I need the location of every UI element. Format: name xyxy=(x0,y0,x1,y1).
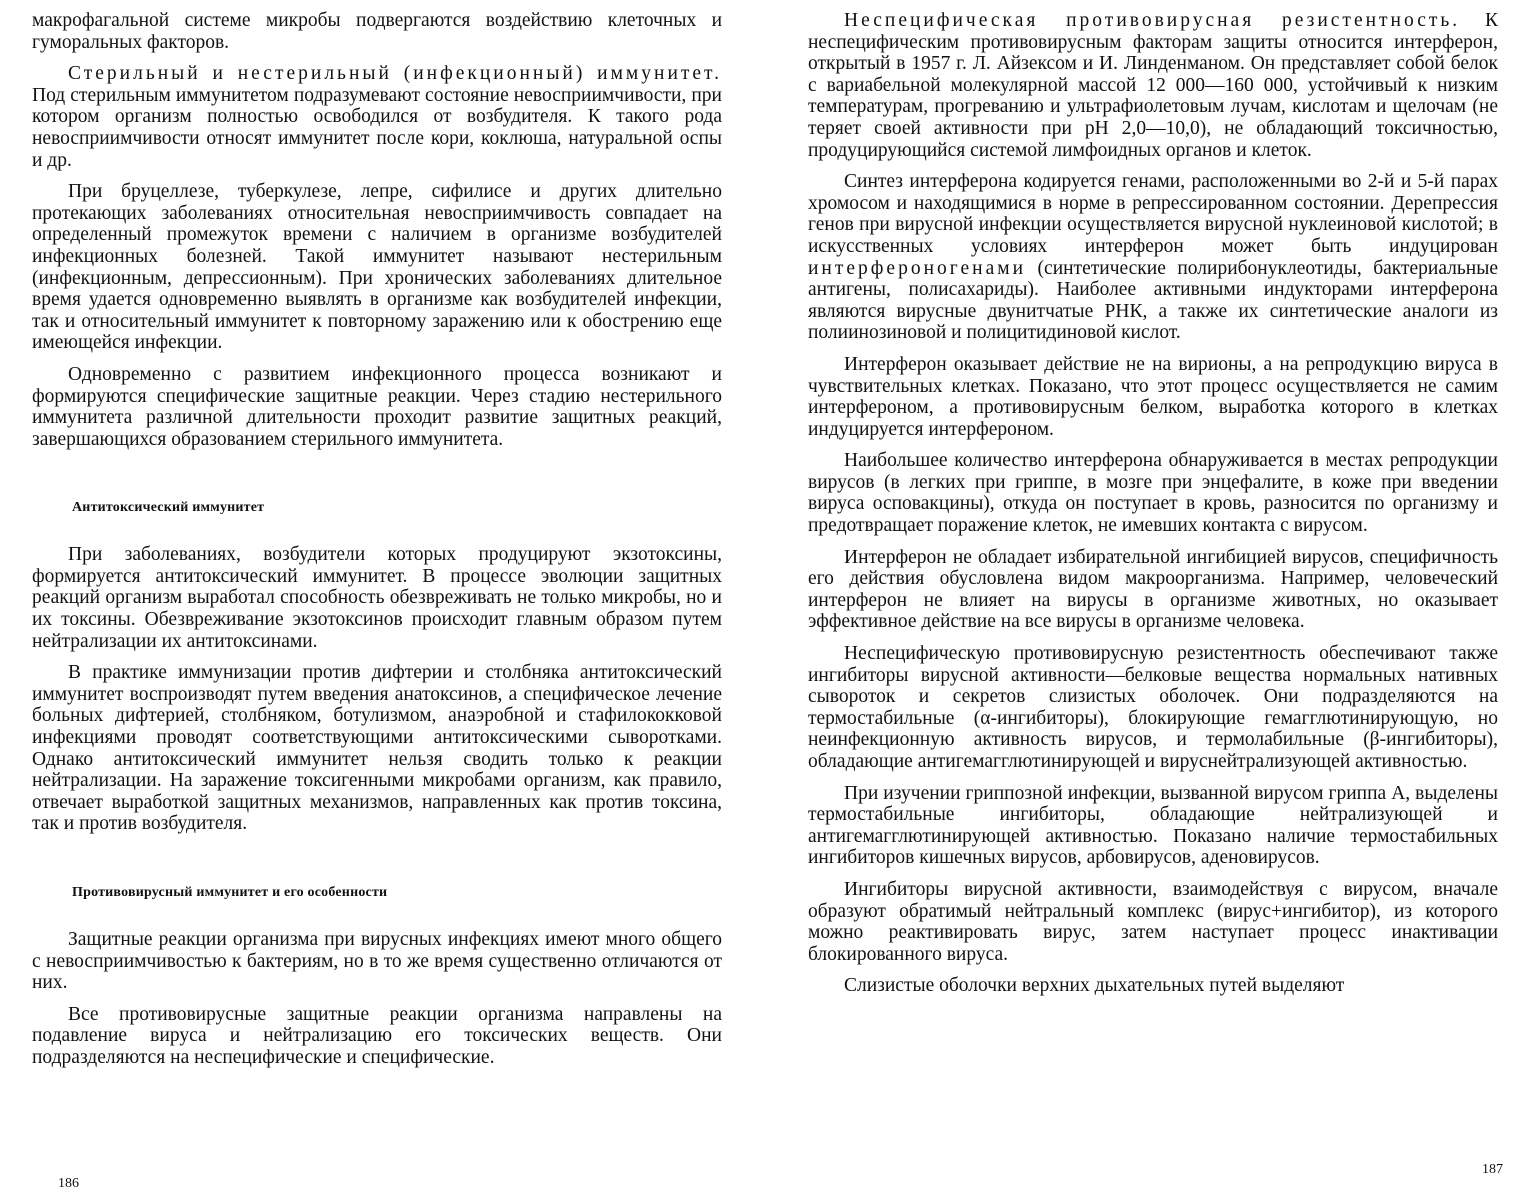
paragraph: Слизистые оболочки верхних дыхательных путей выделяют xyxy=(844,975,1345,997)
paragraph: Наибольшее количество интерферона обнаруживается в местах репродукции вирусов (в легких при гриппе, в мозге при энцефалите, в коже при введении вируса осповакцины), откуда он поступает в кровь, разносится по организму и предотвращает поражение клеток, не имевших контакта с вирусом. xyxy=(808,450,1498,537)
paragraph xyxy=(32,63,722,171)
spaced-term: интерфероногенами xyxy=(808,257,1027,279)
paragraph: Одновременно с развитием инфекционного процесса возникают и формируются специфические защитные реакции. Через стадию нестерильного иммунитета различной длительности проходит развитие защитных реакций, завершающихся образованием стерильного иммунитета. xyxy=(32,363,722,450)
paragraph: Интерферон оказывает действие не на вирионы, а на репродукцию вируса в чувствительных клетках. Показано, что этот процесс осуществляется не самим интерфероном, а противовирусным белком, выработка которого в клетках индуцируется интерфероном. xyxy=(808,353,1498,440)
paragraph: Защитные реакции организма при вирусных инфекциях имеют много общего с невосприимчивостью к бактериям, но в то же время существенно отличаются от них. xyxy=(32,929,722,994)
section-heading: Антитоксический иммунитет xyxy=(72,500,265,516)
paragraph: В практике иммунизации против дифтерии и столбняка антитоксический иммунитет воспроизводят путем введения анатоксинов, а специфическое лечение больных дифтерией, столбняком, ботулизмом, анаэробной и стафилококковой инфекциями проводят соответствующими антитоксическими сыворотками. Однако антитоксический иммунитет нельзя сводить только к реакции нейтрализации. На заражение токсигенными микробами организм, как правило, отвечает выработкой защитных механизмов, направленных как против токсина, так и против возбудителя. xyxy=(32,662,722,835)
paragraph: Все противовирусные защитные реакции организма направлены на подавление вируса и нейтрализацию его токсических веществ. Они подразделяются на неспецифические и специфические. xyxy=(32,1003,722,1068)
paragraph-text: Под стерильным иммунитетом подразумевают состояние невосприимчивости, при котором организм полностью освободился от возбудителя. К такого рода невосприимчивости относят иммунитет после кори, коклюша, натуральной оспы и др. xyxy=(32,84,722,171)
paragraph: При заболеваниях, возбудители которых продуцируют экзотоксины, формируется антитоксический иммунитет. В процессе эволюции защитных реакций организм выработал способность обезвреживать не только микробы, но и их токсины. Обезвреживание экзотоксинов происходит главным образом путем нейтрализации их антитоксинами. xyxy=(32,544,722,652)
paragraph: Неспецифическую противовирусную резистентность обеспечивают также ингибиторы вирусной активности—белковые вещества нормальных нативных сывороток и секретов слизистых оболочек. Они подразделяются на термостабильные (α-ингибиторы), блокирующие гемагглютинирующую, но неинфекционную активность вирусов, и термолабильные (β-ингибиторы), обладающие антигемагглютинирующей и вируснейтрализующей активностью. xyxy=(808,643,1498,772)
left-page xyxy=(32,10,722,1079)
paragraph: При изучении гриппозной инфекции, вызванной вирусом гриппа А, выделены термостабильные ингибиторы, обладающие нейтрализующей и антигемагглютинирующей активностью. Показано наличие термостабильных ингибиторов кишечных вирусов, арбовирусов, аденовирусов. xyxy=(808,782,1498,869)
paragraph-text: (синтетические полирибонуклеотиды, бактериальные антигены, полисахариды). Наиболее активными индукторами интерферона являются вирусные двунитчатые РНК, а также их синтетические аналоги из полиинозиновой и полицитидиновой кислот. xyxy=(808,257,1498,344)
page-number-right: 187 xyxy=(1482,1162,1503,1177)
paragraph xyxy=(808,10,1498,161)
paragraph-text: К неспецифическим противовирусным факторам защиты относится интерферон, открытый в 1957 г. Л. Айзексом и И. Линденманом. Он представляет собой белок с вариабельной молекулярной массой 12 000—160 000, устойчивый к низким температурам, прогреванию и ультрафиолетовым лучам, кислотам и щелочам (не теряет своей активности при pH 2,0—10,0), не обладающий токсичностью, продуцирующийся системой лимфоидных органов и клеток. xyxy=(808,10,1498,161)
paragraph xyxy=(808,171,1498,344)
paragraph-text: Синтез интерферона кодируется генами, расположенными во 2-й и 5-й парах хромосом и находящимися в норме в репрессированном состоянии. Дерепрессия генов при вирусной инфекции осуществляется вирусной нуклеиновой кислотой; в искусственных условиях интерферон может быть индуцирован xyxy=(808,171,1498,257)
spaced-term: Стерильный и нестерильный (инфекционный) иммунитет. xyxy=(68,63,722,85)
paragraph: Ингибиторы вирусной активности, взаимодействуя с вирусом, вначале образуют обратимый нейтральный комплекс (вирус+ингибитор), из которого можно реактивировать вирус, затем наступает процесс инактивации блокированного вируса. xyxy=(808,878,1498,965)
spaced-term: Неспецифическая противовирусная резистентность. xyxy=(844,10,1461,31)
paragraph: макрофагальной системе микробы подвергаются воздействию клеточных и гуморальных факторов. xyxy=(32,10,722,53)
section-heading: Противовирусный иммунитет и его особенности xyxy=(72,885,388,900)
right-page xyxy=(808,10,1498,1007)
page-number-left: 186 xyxy=(58,1176,79,1191)
paragraph: Интерферон не обладает избирательной ингибицией вирусов, специфичность его действия обусловлена видом макроорганизма. Например, человеческий интерферон не влияет на вирусы в организме животных, но оказывает эффективное действие на все вирусы в организме человека. xyxy=(808,546,1498,633)
paragraph: При бруцеллезе, туберкулезе, лепре, сифилисе и других длительно протекающих заболеваниях относительная невосприимчивость совпадает на определенный промежуток времени с наличием в организме возбудителей инфекционных болезней. Такой иммунитет называют нестерильным (инфекционным, депрессионным). При хронических заболеваниях длительное время удается одновременно выявлять в организме как возбудителей инфекции, так и относительный иммунитет к повторному заражению или к обострению еще имеющейся инфекции. xyxy=(32,181,722,354)
